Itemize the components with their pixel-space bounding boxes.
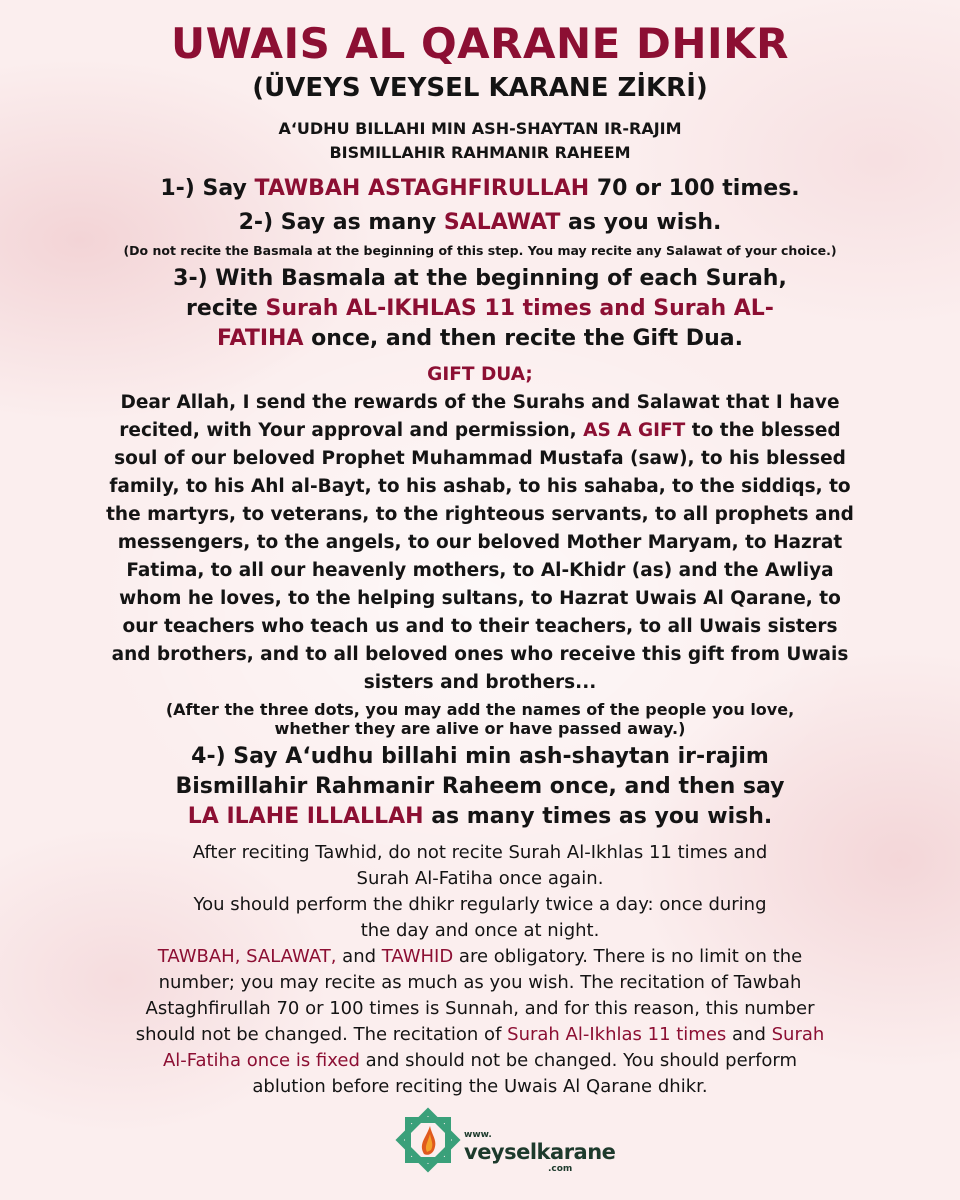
closing-highlight: TAWBAH, SALAWAT, bbox=[157, 946, 337, 967]
gift-dua-text-end: to the blessed bbox=[685, 420, 841, 441]
gift-dua-line: messengers, to the angels, to our beloved Mother Maryam, to Hazrat bbox=[117, 532, 843, 553]
logo-www: www. bbox=[464, 1130, 492, 1140]
closing-line: After reciting Tawhid, do not recite Surah Al-Ikhlas 11 times and bbox=[192, 842, 768, 863]
gift-dua-line: sisters and brothers... bbox=[363, 672, 597, 693]
gift-dua-line: the martyrs, to veterans, to the righteous servants, to all prophets and bbox=[106, 504, 854, 525]
closing-highlight: TAWHID bbox=[381, 946, 454, 967]
step-4-line-2: Bismillahir Rahmanir Raheem once, and then say bbox=[175, 774, 785, 799]
step-4-text-end: as many times as you wish. bbox=[423, 804, 773, 829]
page-title: UWAIS AL QARANE DHIKR bbox=[171, 19, 789, 68]
step-3-highlight-2: FATIHA bbox=[217, 326, 304, 351]
page-subtitle: (ÜVEYS VEYSEL KARANE ZİKRİ) bbox=[252, 73, 708, 103]
step-3-line-1: 3-) With Basmala at the beginning of each Surah, bbox=[173, 266, 787, 291]
veyselkarane-logo bbox=[392, 1100, 616, 1180]
closing-line: You should perform the dhikr regularly twice a day: once during bbox=[193, 894, 767, 915]
step-4-line-1: 4-) Say A‘udhu billahi min ash-shaytan ir-rajim bbox=[191, 744, 769, 769]
closing-line bbox=[60, 944, 900, 970]
closing-highlight: Surah Al-Ikhlas 11 times bbox=[507, 1024, 727, 1045]
closing-line: Surah Al-Fatiha once again. bbox=[356, 868, 604, 889]
closing-line bbox=[60, 1048, 900, 1074]
gift-dua-heading: GIFT DUA; bbox=[427, 364, 533, 385]
gift-dua-line: whom he loves, to the helping sultans, to Hazrat Uwais Al Qarane, to bbox=[119, 588, 841, 609]
closing-line: number; you may recite as much as you wish. The recitation of Tawbah bbox=[158, 972, 802, 993]
gift-dua-line: Fatima, to all our heavenly mothers, to Al-Khidr (as) and the Awliya bbox=[126, 560, 834, 581]
closing-highlight: Surah bbox=[771, 1024, 825, 1045]
step-3-text: recite bbox=[186, 296, 266, 321]
step-2 bbox=[0, 208, 960, 238]
closing-line bbox=[60, 1022, 900, 1048]
closing-line: the day and once at night. bbox=[360, 920, 600, 941]
step-3-text-end: once, and then recite the Gift Dua. bbox=[303, 326, 743, 351]
step-2-text-end: as you wish. bbox=[560, 210, 722, 235]
step-4-line-3 bbox=[0, 802, 960, 832]
gift-dua-line: family, to his Ahl al-Bayt, to his ashab, to his sahaba, to the siddiqs, to bbox=[109, 476, 851, 497]
gift-dua-block bbox=[70, 361, 890, 697]
gift-dua-line: our teachers who teach us and to their teachers, to all Uwais sisters bbox=[122, 616, 838, 637]
step-1-text-end: 70 or 100 times. bbox=[589, 176, 800, 201]
step-1-highlight: TAWBAH ASTAGHFIRULLAH bbox=[254, 176, 590, 201]
gift-dua-line: soul of our beloved Prophet Muhammad Mustafa (saw), to his blessed bbox=[114, 448, 846, 469]
step-4-highlight: LA ILAHE ILLALLAH bbox=[187, 804, 424, 829]
gift-dua-line: Dear Allah, I send the rewards of the Surahs and Salawat that I have bbox=[120, 392, 840, 413]
gift-dua-note bbox=[70, 700, 890, 738]
step-3-highlight: Surah AL-IKHLAS 11 times and Surah AL- bbox=[265, 296, 774, 321]
closing-text: are obligatory. There is no limit on the bbox=[453, 946, 803, 967]
closing-text: should not be changed. The recitation of bbox=[135, 1024, 508, 1045]
logo-com: .com bbox=[548, 1164, 573, 1174]
star-flame-logo-icon bbox=[394, 1106, 462, 1174]
step-2-note: (Do not recite the Basmala at the beginning of this step. You may recite any Salawat of your choice.) bbox=[123, 243, 837, 258]
logo-name: veyselkarane bbox=[464, 1140, 616, 1164]
opening-line-2: BISMILLAHIR RAHMANIR RAHEEM bbox=[329, 143, 631, 162]
gift-dua-line bbox=[70, 417, 890, 445]
gift-dua-highlight: AS A GIFT bbox=[583, 420, 686, 441]
step-3-line-2 bbox=[0, 294, 960, 324]
step-1-text: 1-) Say bbox=[160, 176, 255, 201]
closing-line: ablution before reciting the Uwais Al Qarane dhikr. bbox=[252, 1076, 708, 1097]
closing-text: and should not be changed. You should perform bbox=[359, 1050, 798, 1071]
step-2-highlight: SALAWAT bbox=[443, 210, 561, 235]
closing-line: Astaghfirullah 70 or 100 times is Sunnah, and for this reason, this number bbox=[145, 998, 815, 1019]
gift-dua-text: recited, with Your approval and permission, bbox=[119, 420, 584, 441]
opening-line-1: A‘UDHU BILLAHI MIN ASH-SHAYTAN IR-RAJIM bbox=[278, 119, 682, 138]
closing-text: and bbox=[726, 1024, 772, 1045]
gift-dua-note-line-2: whether they are alive or have passed away.) bbox=[274, 719, 686, 738]
step-2-text: 2-) Say as many bbox=[238, 210, 444, 235]
step-3-line-3 bbox=[0, 324, 960, 354]
closing-highlight: Al-Fatiha once is fixed bbox=[162, 1050, 360, 1071]
gift-dua-note-line-1: (After the three dots, you may add the names of the people you love, bbox=[165, 700, 795, 719]
closing-text: and bbox=[336, 946, 382, 967]
gift-dua-line: and brothers, and to all beloved ones who receive this gift from Uwais bbox=[111, 644, 849, 665]
closing-instructions bbox=[60, 840, 900, 1100]
step-1 bbox=[0, 174, 960, 204]
